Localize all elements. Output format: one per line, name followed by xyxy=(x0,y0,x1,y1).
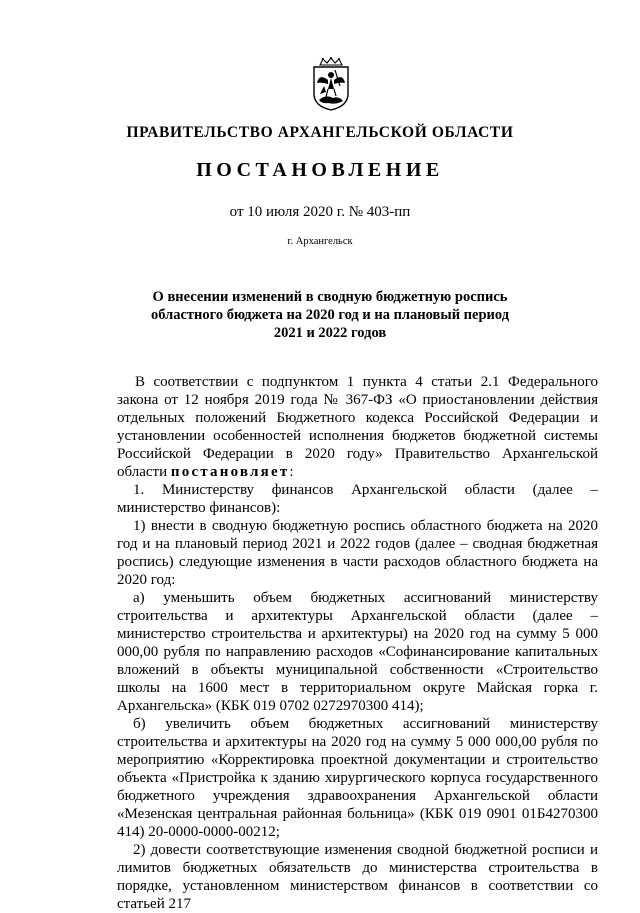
subject-line: 2021 и 2022 годов xyxy=(273,325,387,341)
arkhangelsk-coat-of-arms-icon xyxy=(306,56,356,112)
decides-word: постановляет xyxy=(170,464,290,480)
document-type-title: ПОСТАНОВЛЕНИЕ xyxy=(196,159,444,181)
document-body xyxy=(117,373,598,913)
decides-colon: : xyxy=(289,464,294,480)
paragraph-1-1: 1) внести в сводную бюджетную роспись областного бюджета на 2020 год и на плановый период 2021 и 2022 годов (далее – сводная бюджетная роспись) следующие изменения в части расходов областного бюджета на 2020 год: xyxy=(117,518,598,588)
paragraph-1-1-b: б) увеличить объем бюджетных ассигнований министерству строительства и архитектуры на 2020 год на сумму 5 000 000,00 рубля по мероприятию «Корректировка проектной документации и строительство объекта «Пристройка к зданию хирургического корпуса государственного бюджетного учреждения здравоохранения Архангельской области «Мезенская центральная районная больница» (КБК 019 0901 01Б4270300 414) 20-0000-0000-00212; xyxy=(117,716,598,840)
paragraph-1-1-a: а) уменьшить объем бюджетных ассигнований министерству строительства и архитектуры Архангельской области (далее – министерство строительства и архитектуры) на 2020 год на сумму 5 000 000,00 рубля по направлению расходов «Софинансирование капитальных вложений в объекты муниципальной собственности «Строительство школы на 1600 мест в территориальном округе Майская горка г. Архангельска» (КБК 019 0702 0272970300 414); xyxy=(117,590,598,714)
paragraph-1-2: 2) довести соответствующие изменения сводной бюджетной росписи и лимитов бюджетных обязательств до министерства строительства в порядке, установленном министерством финансов в соответствии со статьей 217 xyxy=(117,842,598,912)
city-name: г. Архангельск xyxy=(287,236,353,247)
subject-line: О внесении изменений в сводную бюджетную роспись xyxy=(152,289,508,305)
subject-line: областного бюджета на 2020 год и на плановый период xyxy=(150,307,510,323)
document-subject xyxy=(120,288,540,342)
intro-paragraph xyxy=(117,373,598,481)
date-and-number: от 10 июля 2020 г. № 403-пп xyxy=(229,204,411,220)
intro-text: В соответствии с подпунктом 1 пункта 4 статьи 2.1 Федерального закона от 12 ноября 2019 года № 367-ФЗ «О приостановлении действия отдельных положений Бюджетного кодекса Российской Федерации и установлении особенностей исполнения бюджетов бюджетной системы Российской Федерации в 2020 году» Правительство Архангельской области xyxy=(117,374,598,480)
paragraph-1: 1. Министерству финансов Архангельской области (далее – министерство финансов): xyxy=(117,482,598,516)
government-title: ПРАВИТЕЛЬСТВО АРХАНГЕЛЬСКОЙ ОБЛАСТИ xyxy=(126,124,514,141)
